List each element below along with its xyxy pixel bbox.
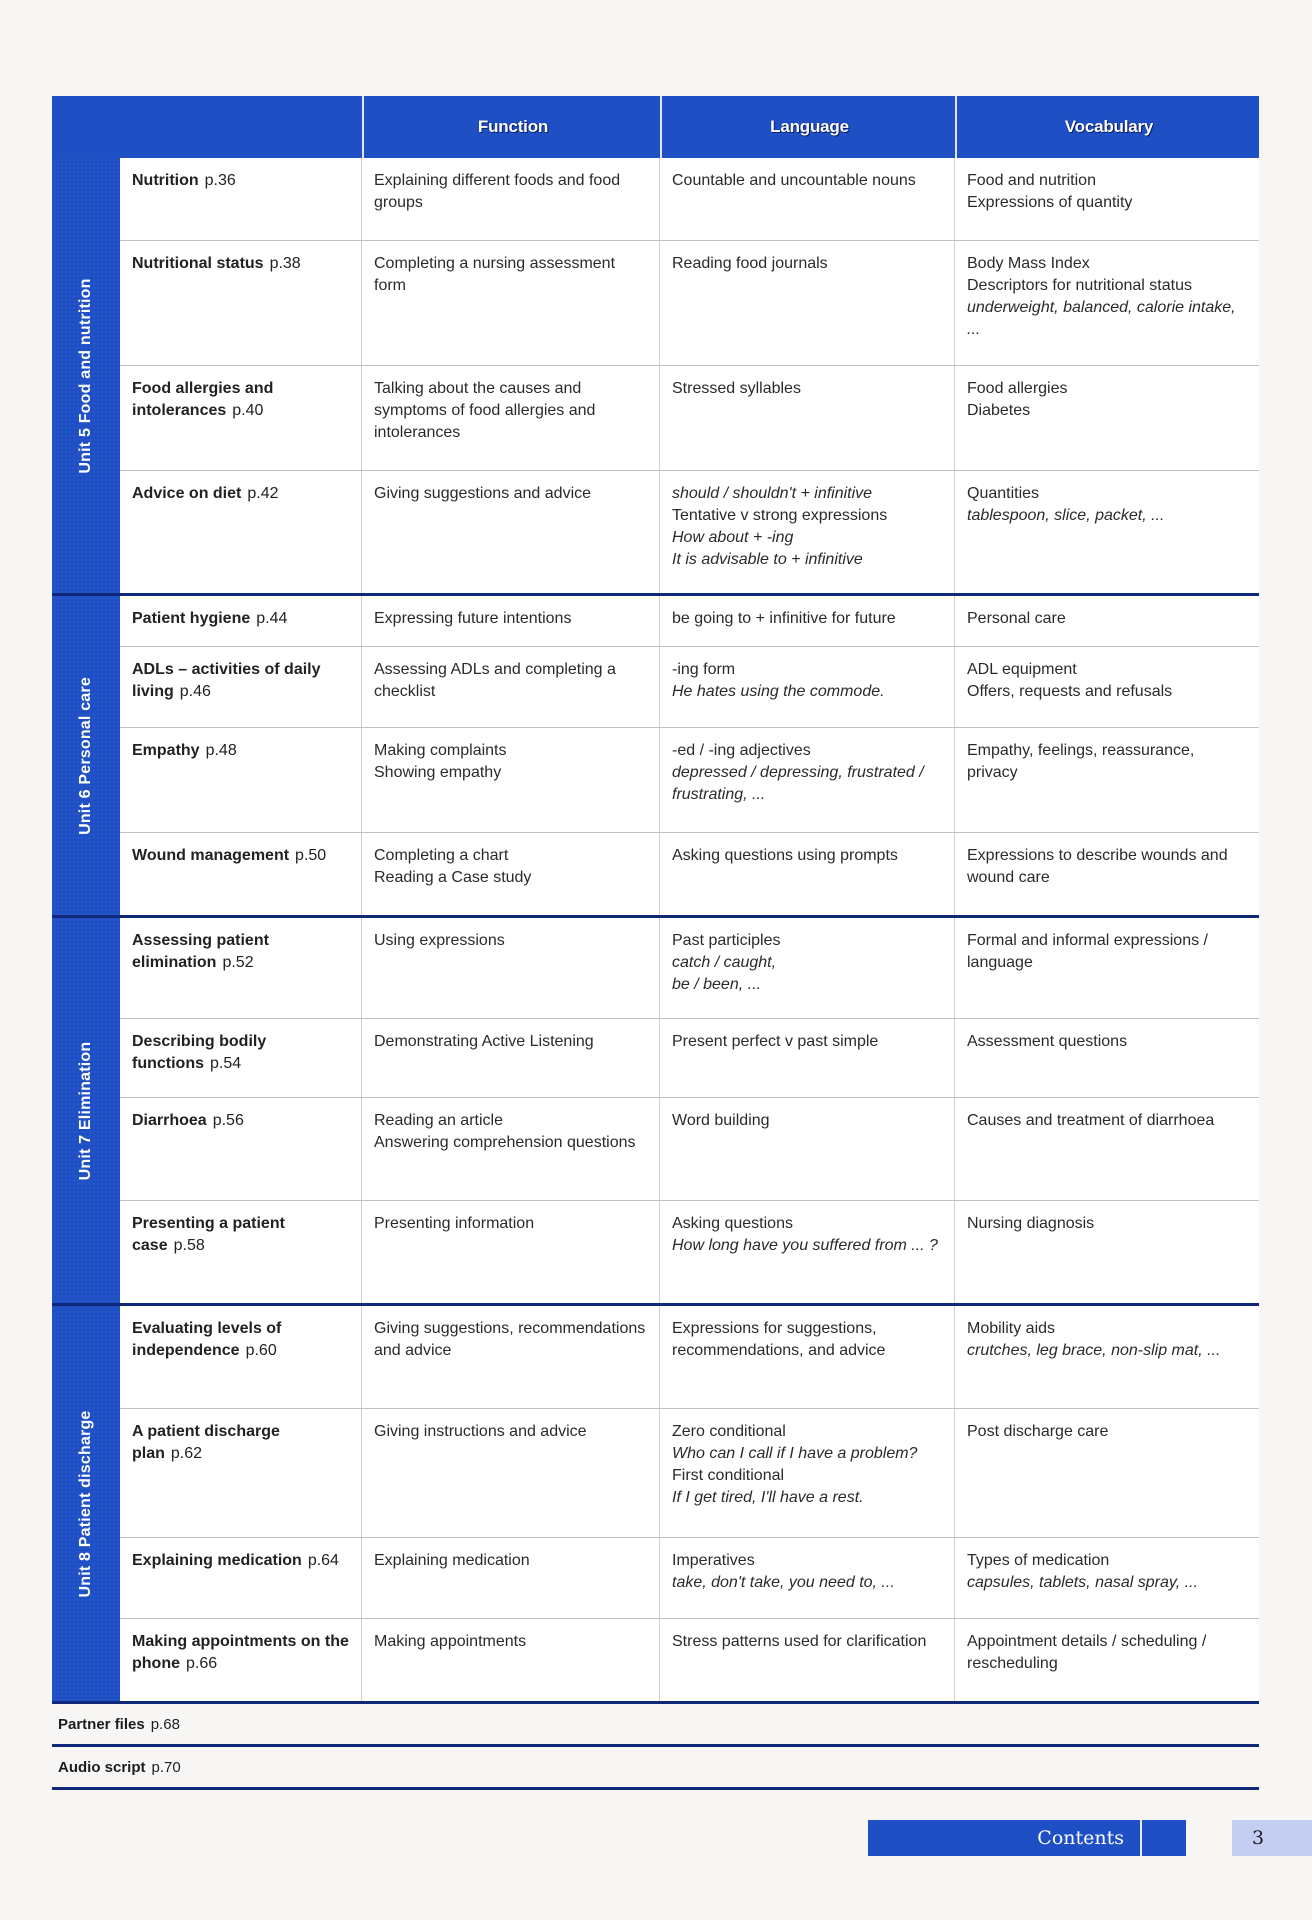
lesson-topic-link[interactable] (120, 1306, 362, 1408)
appendix-title: Partner files (58, 1715, 145, 1733)
footer-section-bar (868, 1820, 1186, 1856)
function-cell (362, 241, 660, 365)
vocabulary-text: Body Mass Index (967, 255, 1090, 272)
table-row (120, 158, 1259, 241)
vocabulary-cell (955, 366, 1259, 470)
vocabulary-cell (955, 1201, 1259, 1303)
appendix-page: p.68 (150, 1715, 180, 1733)
vocabulary-cell (955, 471, 1259, 593)
language-text: Tentative v strong expressions (672, 507, 888, 524)
lesson-page: p.52 (222, 954, 254, 971)
unit-label-tab (52, 918, 120, 1303)
language-text: Expressions for suggestions, recommendations, and advice (672, 1320, 886, 1359)
table-row (120, 596, 1259, 647)
lesson-title: Patient hygiene (132, 610, 251, 627)
lesson-title: Wound management (132, 847, 290, 864)
vocabulary-text: Formal and informal expressions / language (967, 932, 1208, 971)
lesson-topic-link[interactable] (120, 596, 362, 646)
unit-rows (120, 158, 1259, 593)
lesson-topic-link[interactable] (120, 1538, 362, 1618)
function-cell (362, 1306, 660, 1408)
language-cell (660, 158, 955, 240)
lesson-topic-link[interactable] (120, 918, 362, 1018)
table-row (120, 647, 1259, 728)
function-cell (362, 596, 660, 646)
language-text: -ing form (672, 661, 736, 678)
appendix-link[interactable] (52, 1747, 1259, 1790)
vocabulary-text: Types of medication (967, 1552, 1110, 1569)
function-text: Showing empathy (374, 764, 502, 781)
function-text: Reading a Case study (374, 869, 532, 886)
lesson-page: p.46 (179, 683, 211, 700)
vocabulary-cell (955, 833, 1259, 915)
function-cell (362, 158, 660, 240)
language-cell (660, 1098, 955, 1200)
vocabulary-text: Food and nutrition (967, 172, 1096, 189)
vocabulary-text: Personal care (967, 610, 1066, 627)
language-text: If I get tired, I'll have a rest. (672, 1489, 864, 1506)
vocabulary-text: ADL equipment (967, 661, 1077, 678)
lesson-topic-link[interactable] (120, 1619, 362, 1701)
lesson-title: Empathy (132, 742, 200, 759)
lesson-page: p.66 (186, 1655, 218, 1672)
vocabulary-text: Appointment details / scheduling / rescheduling (967, 1633, 1207, 1672)
function-cell (362, 1619, 660, 1701)
language-text: Stress patterns used for clarification (672, 1633, 927, 1650)
lesson-page: p.54 (210, 1055, 242, 1072)
function-cell (362, 1098, 660, 1200)
lesson-page: p.60 (245, 1342, 277, 1359)
language-cell (660, 1306, 955, 1408)
function-text: Giving suggestions, recommendations and advice (374, 1320, 646, 1359)
lesson-title: Making appointments on the phone (132, 1633, 349, 1672)
function-cell (362, 1019, 660, 1097)
lesson-title: A patient discharge plan (132, 1423, 280, 1462)
language-cell (660, 647, 955, 727)
language-cell (660, 1619, 955, 1701)
language-cell (660, 241, 955, 365)
language-text: depressed / depressing, frustrated / frustrating, ... (672, 764, 924, 803)
vocabulary-cell (955, 647, 1259, 727)
vocabulary-cell (955, 596, 1259, 646)
lesson-topic-link[interactable] (120, 471, 362, 593)
lesson-topic-link[interactable] (120, 366, 362, 470)
lesson-topic-link[interactable] (120, 1201, 362, 1303)
unit-title: Unit 5 Food and nutrition (77, 277, 94, 474)
function-text: Completing a nursing assessment form (374, 255, 616, 294)
language-text: Countable and uncountable nouns (672, 172, 916, 189)
lesson-topic-link[interactable] (120, 1019, 362, 1097)
language-text: First conditional (672, 1467, 785, 1484)
language-text: -ed / -ing adjectives (672, 742, 811, 759)
vocabulary-cell (955, 1619, 1259, 1701)
function-text: Making complaints (374, 742, 507, 759)
language-text: take, don't take, you need to, ... (672, 1574, 895, 1591)
table-row (120, 1201, 1259, 1303)
vocabulary-cell (955, 1098, 1259, 1200)
language-text: Word building (672, 1112, 770, 1129)
language-text: Stressed syllables (672, 380, 801, 397)
lesson-page: p.38 (269, 255, 301, 272)
function-text: Presenting information (374, 1215, 535, 1232)
language-text: Zero conditional (672, 1423, 786, 1440)
vocabulary-text: Empathy, feelings, reassurance, privacy (967, 742, 1195, 781)
vocabulary-text: Post discharge care (967, 1423, 1109, 1440)
lesson-page: p.48 (205, 742, 237, 759)
lesson-topic-link[interactable] (120, 241, 362, 365)
function-text: Completing a chart (374, 847, 509, 864)
lesson-title: Food allergies and intolerances (132, 380, 274, 419)
vocabulary-text: underweight, balanced, calorie intake, ... (967, 299, 1236, 338)
lesson-page: p.56 (212, 1112, 244, 1129)
lesson-title: Presenting a patient case (132, 1215, 285, 1254)
function-text: Expressing future intentions (374, 610, 572, 627)
header-language: Language (660, 96, 957, 158)
language-cell (660, 1019, 955, 1097)
lesson-page: p.40 (232, 402, 264, 419)
lesson-page: p.44 (256, 610, 288, 627)
vocabulary-cell (955, 1538, 1259, 1618)
table-row (120, 471, 1259, 593)
function-cell (362, 1409, 660, 1537)
language-text: How about + -ing (672, 529, 794, 546)
table-row (120, 1098, 1259, 1201)
unit-title: Unit 6 Personal care (77, 676, 94, 835)
lesson-page: p.36 (204, 172, 236, 189)
header-function: Function (362, 96, 662, 158)
language-text: be / been, ... (672, 976, 761, 993)
language-text: catch / caught, (672, 954, 777, 971)
vocabulary-text: Expressions to describe wounds and wound care (967, 847, 1228, 886)
vocabulary-text: capsules, tablets, nasal spray, ... (967, 1574, 1198, 1591)
table-row (120, 728, 1259, 833)
unit-title: Unit 7 Elimination (77, 1041, 94, 1180)
lesson-topic-link[interactable] (120, 158, 362, 240)
language-text: Present perfect v past simple (672, 1033, 879, 1050)
vocabulary-cell (955, 241, 1259, 365)
table-row (120, 1538, 1259, 1619)
vocabulary-cell (955, 918, 1259, 1018)
vocabulary-text: Causes and treatment of diarrhoea (967, 1112, 1215, 1129)
unit-rows (120, 918, 1259, 1303)
lesson-page: p.50 (295, 847, 327, 864)
table-row (120, 1619, 1259, 1701)
unit-rows (120, 596, 1259, 915)
unit-section (52, 918, 1259, 1306)
vocabulary-text: tablespoon, slice, packet, ... (967, 507, 1165, 524)
table-row (120, 241, 1259, 366)
function-text: Talking about the causes and symptoms of food allergies and intolerances (374, 380, 596, 441)
unit-section (52, 596, 1259, 918)
function-cell (362, 647, 660, 727)
vocabulary-text: Food allergies (967, 380, 1068, 397)
table-row (120, 1306, 1259, 1409)
language-text: Asking questions (672, 1215, 793, 1232)
table-row (120, 918, 1259, 1019)
unit-section (52, 158, 1259, 596)
language-cell (660, 833, 955, 915)
language-cell (660, 596, 955, 646)
table-row (120, 366, 1259, 471)
vocabulary-text: Mobility aids (967, 1320, 1056, 1337)
language-text: Imperatives (672, 1552, 755, 1569)
vocabulary-text: Expressions of quantity (967, 194, 1133, 211)
language-cell (660, 728, 955, 832)
language-text: should / shouldn't + infinitive (672, 485, 873, 502)
lesson-topic-link[interactable] (120, 647, 362, 727)
function-cell (362, 366, 660, 470)
lesson-page: p.64 (307, 1552, 339, 1569)
unit-label-tab (52, 1306, 120, 1701)
table-row (120, 1019, 1259, 1098)
appendix-link[interactable] (52, 1704, 1259, 1747)
table-row (120, 833, 1259, 915)
function-cell (362, 918, 660, 1018)
vocabulary-text: Descriptors for nutritional status (967, 277, 1192, 294)
language-text: He hates using the commode. (672, 683, 885, 700)
language-cell (660, 1538, 955, 1618)
vocabulary-text: crutches, leg brace, non-slip mat, ... (967, 1342, 1221, 1359)
function-text: Answering comprehension questions (374, 1134, 636, 1151)
lesson-title: Advice on diet (132, 485, 242, 502)
lesson-page: p.62 (170, 1445, 203, 1462)
lesson-title: Nutritional status (132, 255, 264, 272)
lesson-topic-link[interactable] (120, 728, 362, 832)
lesson-title: Explaining medication (132, 1552, 302, 1569)
lesson-topic-link[interactable] (120, 1409, 362, 1537)
function-text: Making appointments (374, 1633, 527, 1650)
extras-container (52, 1704, 1259, 1790)
lesson-title: Nutrition (132, 172, 199, 189)
language-cell (660, 366, 955, 470)
lesson-topic-link[interactable] (120, 1098, 362, 1200)
language-cell (660, 1409, 955, 1537)
vocabulary-cell (955, 158, 1259, 240)
function-text: Using expressions (374, 932, 505, 949)
appendix-page: p.70 (151, 1758, 181, 1776)
function-cell (362, 1538, 660, 1618)
unit-label-tab (52, 158, 120, 593)
lesson-title: Diarrhoea (132, 1112, 207, 1129)
lesson-title: Assessing patient elimination (132, 932, 269, 971)
language-cell (660, 918, 955, 1018)
lesson-topic-link[interactable] (120, 833, 362, 915)
table-row (120, 1409, 1259, 1538)
function-text: Giving instructions and advice (374, 1423, 587, 1440)
table-header (52, 96, 1259, 158)
function-text: Explaining different foods and food groups (374, 172, 621, 211)
function-cell (362, 471, 660, 593)
function-cell (362, 833, 660, 915)
unit-title: Unit 8 Patient discharge (77, 1409, 94, 1598)
language-text: be going to + infinitive for future (672, 610, 896, 627)
lesson-page: p.42 (247, 485, 279, 502)
vocabulary-cell (955, 728, 1259, 832)
function-cell (362, 1201, 660, 1303)
unit-label-tab (52, 596, 120, 915)
vocabulary-text: Nursing diagnosis (967, 1215, 1095, 1232)
vocabulary-text: Assessment questions (967, 1033, 1128, 1050)
function-text: Giving suggestions and advice (374, 485, 592, 502)
language-text: Who can I call if I have a problem? (672, 1445, 918, 1462)
units-container (52, 158, 1259, 1704)
appendix-title: Audio script (58, 1758, 146, 1776)
vocabulary-cell (955, 1019, 1259, 1097)
function-cell (362, 728, 660, 832)
lesson-title: ADLs – activities of daily living (132, 661, 321, 700)
vocabulary-text: Offers, requests and refusals (967, 683, 1173, 700)
lesson-title: Evaluating levels of independence (132, 1320, 282, 1359)
vocabulary-text: Diabetes (967, 402, 1031, 419)
unit-rows (120, 1306, 1259, 1701)
language-cell (660, 471, 955, 593)
language-text: Reading food journals (672, 255, 828, 272)
function-text: Demonstrating Active Listening (374, 1033, 594, 1050)
unit-section (52, 1306, 1259, 1704)
footer-section-title: Contents (868, 1820, 1142, 1856)
language-text: How long have you suffered from ... ? (672, 1237, 938, 1254)
language-text: Past participles (672, 932, 781, 949)
page-number: 3 (1232, 1820, 1312, 1856)
vocabulary-cell (955, 1306, 1259, 1408)
vocabulary-cell (955, 1409, 1259, 1537)
lesson-page: p.58 (173, 1237, 205, 1254)
lesson-title: Describing bodily functions (132, 1033, 267, 1072)
language-text: It is advisable to + infinitive (672, 551, 863, 568)
function-text: Explaining medication (374, 1552, 530, 1569)
header-vocabulary: Vocabulary (955, 96, 1261, 158)
contents-table (52, 96, 1259, 1790)
function-text: Assessing ADLs and completing a checklist (374, 661, 616, 700)
function-text: Reading an article (374, 1112, 503, 1129)
vocabulary-text: Quantities (967, 485, 1040, 502)
language-cell (660, 1201, 955, 1303)
language-text: Asking questions using prompts (672, 847, 898, 864)
